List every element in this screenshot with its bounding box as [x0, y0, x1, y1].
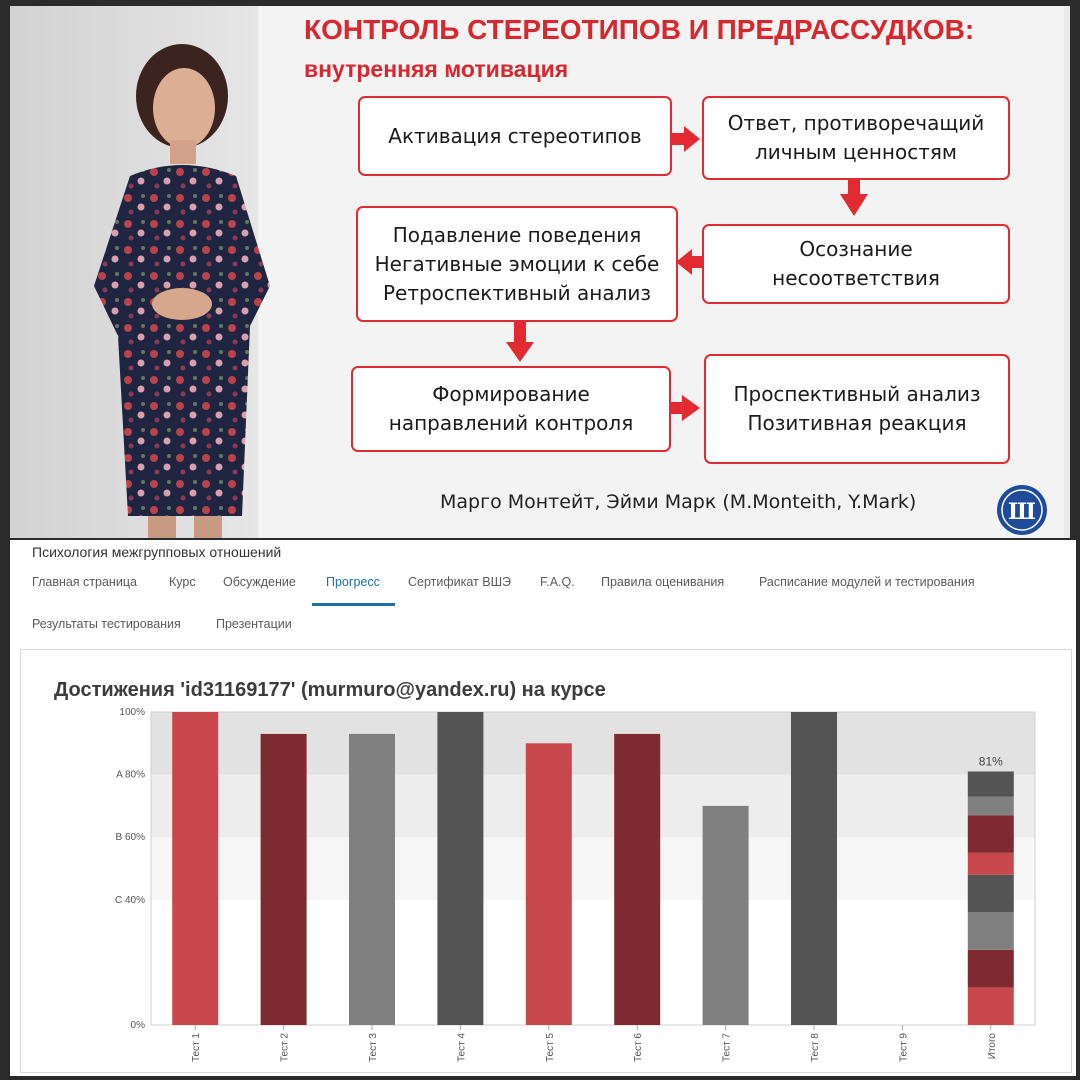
- arrow-right-icon: [669, 395, 700, 421]
- total-segment: [968, 815, 1014, 853]
- y-tick-label: 0%: [130, 1020, 145, 1031]
- total-label: 81%: [978, 754, 1003, 769]
- course-page: [10, 540, 1076, 1076]
- slide-box-activation: Активация стереотипов: [358, 96, 672, 176]
- active-tab-indicator: [312, 603, 395, 606]
- svg-text:Ш: Ш: [1008, 499, 1036, 525]
- tab-discussion[interactable]: Обсуждение: [223, 575, 296, 589]
- y-tick-label: B 60%: [115, 832, 145, 844]
- y-tick-label: A 80%: [116, 769, 145, 781]
- course-title: Психология межгрупповых отношений: [32, 544, 282, 560]
- slide-box-prospective: Проспективный анализ Позитивная реакция: [704, 354, 1010, 464]
- total-segment: [968, 987, 1014, 1025]
- x-tick-label: Тест 2: [279, 1033, 291, 1063]
- presenter-figure: [70, 36, 290, 538]
- slide-title: КОНТРОЛЬ СТЕРЕОТИПОВ И ПРЕДРАССУДКОВ:: [304, 14, 975, 45]
- arrow-right-icon: [672, 126, 700, 152]
- x-tick-label: Тест 1: [191, 1033, 203, 1063]
- slide-box-response: Ответ, противоречащий личным ценностям: [702, 96, 1010, 180]
- tab-home[interactable]: Главная страница: [32, 575, 137, 589]
- bar-тест-8: [791, 712, 837, 1025]
- x-tick-label: Тест 3: [368, 1033, 379, 1063]
- x-tick-label: Тест 4: [456, 1033, 468, 1063]
- tab-progress[interactable]: Прогресс: [326, 575, 380, 589]
- slide-box-awareness: Осознание несоответствия: [702, 224, 1010, 304]
- tab-schedule[interactable]: Расписание модулей и тестирования: [759, 575, 975, 589]
- arrow-left-icon: [676, 249, 702, 275]
- progress-chart: [21, 650, 1071, 1072]
- total-segment: [968, 875, 1014, 913]
- tab-test-results[interactable]: Результаты тестирования: [32, 617, 181, 631]
- bar-тест-3: [349, 734, 395, 1025]
- slide-box-control: Формирование направлений контроля: [351, 366, 671, 452]
- y-tick-label: 100%: [119, 707, 145, 718]
- slide-citation: Марго Монтейт, Эйми Марк (M.Monteith, Y.Mark): [440, 491, 917, 513]
- tab-certificate[interactable]: Сертификат ВШЭ: [408, 575, 512, 589]
- bar-тест-6: [614, 734, 660, 1025]
- bar-тест-7: [703, 806, 749, 1025]
- x-tick-label: Тест 7: [721, 1033, 733, 1063]
- x-tick-label: Тест 8: [810, 1033, 821, 1063]
- x-tick-label: Тест 9: [898, 1033, 910, 1063]
- tab-course[interactable]: Курс: [169, 575, 196, 589]
- total-segment: [968, 950, 1014, 988]
- bar-тест-4: [437, 712, 483, 1025]
- x-tick-label: Тест 5: [544, 1033, 556, 1063]
- x-tick-label: Тест 6: [633, 1033, 645, 1063]
- total-segment: [968, 771, 1014, 796]
- lecture-slide: [258, 6, 1064, 538]
- slide-arrows: [258, 6, 1064, 538]
- slide-subtitle: внутренняя мотивация: [304, 56, 569, 82]
- tab-grading-rules[interactable]: Правила оценивания: [601, 575, 725, 589]
- slide-box-suppression: Подавление поведения Негативные эмоции к себе Ретроспективный анализ: [356, 206, 678, 322]
- tab-presentations[interactable]: Презентации: [216, 617, 292, 631]
- x-tick-label: Итого: [986, 1033, 998, 1060]
- total-segment: [968, 912, 1014, 950]
- total-segment: [968, 797, 1014, 816]
- hse-logo-icon: [997, 485, 1047, 535]
- arrow-down-icon: [506, 320, 534, 362]
- arrow-down-icon: [840, 180, 868, 216]
- bar-тест-5: [526, 743, 572, 1025]
- bar-тест-2: [261, 734, 307, 1025]
- progress-card: [20, 649, 1072, 1073]
- lecture-video[interactable]: [10, 6, 1070, 538]
- tab-faq[interactable]: F.A.Q.: [540, 575, 575, 589]
- y-tick-label: C 40%: [114, 894, 145, 906]
- total-segment: [968, 853, 1014, 875]
- progress-heading: Достижения 'id31169177' (murmuro@yandex.ru) на курсе: [54, 679, 606, 701]
- bar-тест-1: [172, 712, 218, 1025]
